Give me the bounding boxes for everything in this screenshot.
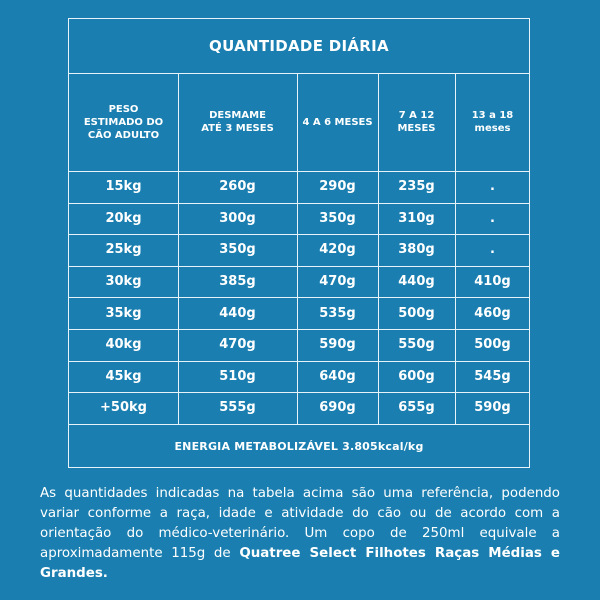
daily-quantity-table <box>68 18 530 468</box>
quantity-cell: 350g <box>219 242 256 258</box>
column-header-line: ESTIMADO DO <box>83 116 164 128</box>
quantity-cell: 410g <box>474 274 511 290</box>
note-text: As quantidades indicadas na tabela acima são uma referência, podendo variar conforme a raça, idade e atividade do cão ou de acordo com a orientação do médico-veterinário. Um copo de 250ml equivale a aproximadamente 115g de <box>40 486 560 561</box>
quantity-cell: 380g <box>398 242 435 258</box>
weight-cell: 35kg <box>105 305 142 321</box>
weight-cell: +50kg <box>100 400 147 416</box>
weight-cell: 25kg <box>105 242 142 258</box>
quantity-cell: 260g <box>219 179 256 195</box>
column-header <box>455 73 530 171</box>
quantity-cell: 440g <box>398 274 435 290</box>
table-title: QUANTIDADE DIÁRIA <box>209 37 389 55</box>
quantity-cell: 300g <box>219 210 256 226</box>
quantity-cell: 350g <box>319 210 356 226</box>
note-product-name: Quatree Select Filhotes Raças Médias e Grandes. <box>40 546 560 581</box>
column-header-line: PESO <box>108 103 139 115</box>
column-header-line: CÃO ADULTO <box>87 129 160 141</box>
quantity-cell: 310g <box>398 210 435 226</box>
quantity-cell: 470g <box>219 337 256 353</box>
weight-cell: 15kg <box>105 179 142 195</box>
column-header-line: ATÉ 3 MESES <box>201 123 274 134</box>
quantity-cell: 640g <box>319 368 356 384</box>
quantity-cell: 535g <box>319 305 356 321</box>
quantity-cell: 555g <box>219 400 256 416</box>
quantity-cell: 510g <box>219 368 256 384</box>
column-header <box>378 73 455 171</box>
column-header-line: 4 A 6 MESES <box>302 116 373 128</box>
column-header <box>69 73 178 171</box>
column-header-line: DESMAME <box>209 110 266 121</box>
quantity-cell: 440g <box>219 305 256 321</box>
quantity-cell: 600g <box>398 368 435 384</box>
weight-cell: 40kg <box>105 337 142 353</box>
quantity-cell: 590g <box>474 400 511 416</box>
table-footer-energy: ENERGIA METABOLIZÁVEL 3.805kcal/kg <box>174 439 424 453</box>
quantity-cell: 470g <box>319 274 356 290</box>
quantity-cell: 235g <box>398 179 435 195</box>
column-header-line: 13 a 18 meses <box>471 110 514 134</box>
weight-cell: 30kg <box>105 274 142 290</box>
table-hline <box>69 424 529 425</box>
quantity-cell: 460g <box>474 305 511 321</box>
quantity-cell: 545g <box>474 368 511 384</box>
column-header <box>297 73 378 171</box>
quantity-cell: 690g <box>319 400 356 416</box>
quantity-cell: 385g <box>219 274 256 290</box>
quantity-cell: 500g <box>398 305 435 321</box>
reference-note <box>40 484 560 584</box>
quantity-cell: . <box>490 210 495 226</box>
quantity-cell: 290g <box>319 179 356 195</box>
quantity-cell: . <box>490 242 495 258</box>
quantity-cell: 500g <box>474 337 511 353</box>
quantity-cell: . <box>490 179 495 195</box>
weight-cell: 45kg <box>105 368 142 384</box>
quantity-cell: 655g <box>398 400 435 416</box>
column-header <box>178 73 297 171</box>
quantity-cell: 550g <box>398 337 435 353</box>
weight-cell: 20kg <box>105 210 142 226</box>
quantity-cell: 590g <box>319 337 356 353</box>
column-header-line: 7 A 12 MESES <box>397 110 436 134</box>
quantity-cell: 420g <box>319 242 356 258</box>
